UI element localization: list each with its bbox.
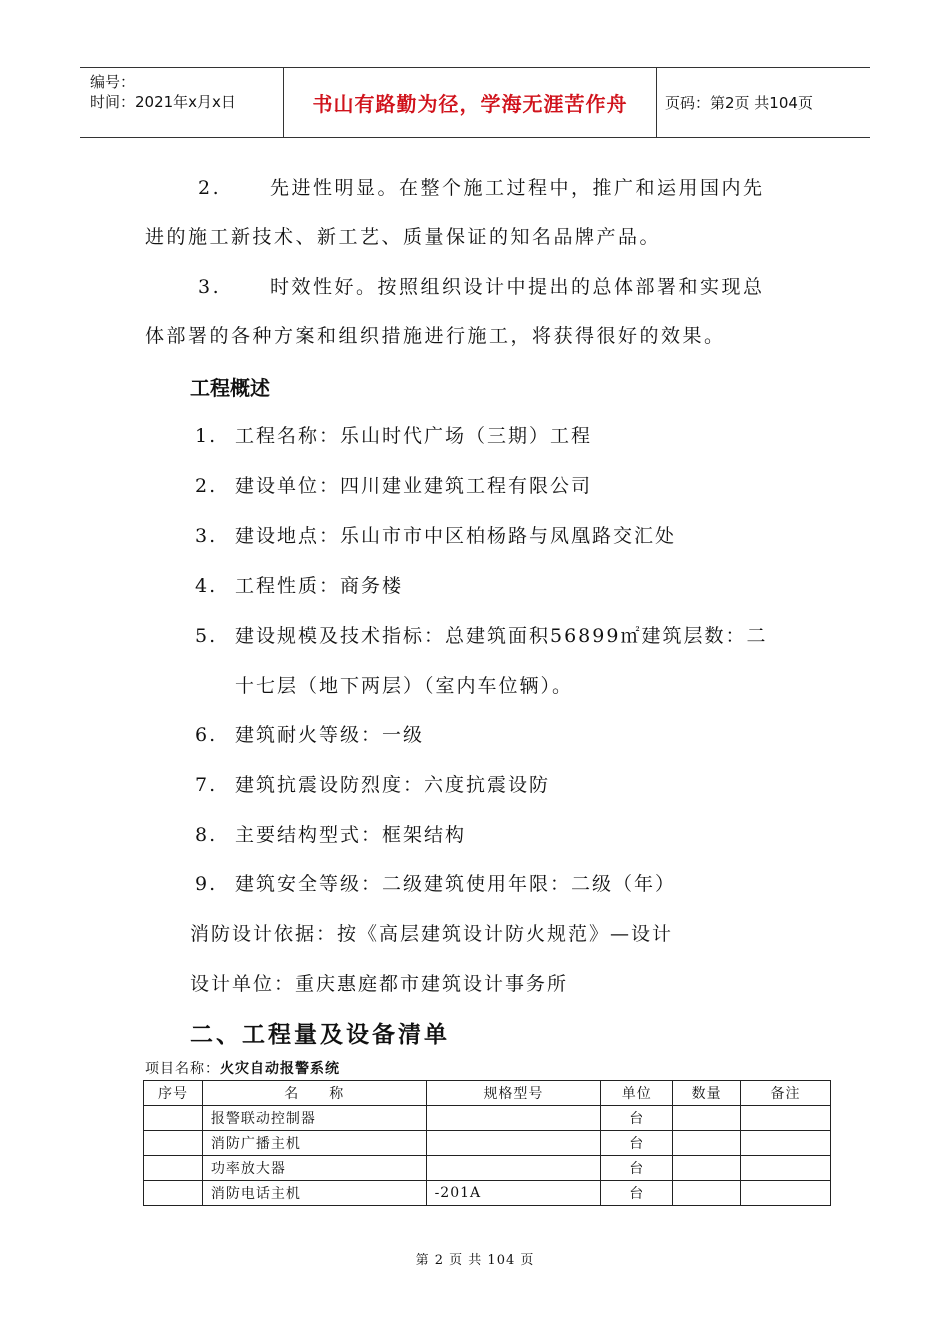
list-item: 7. 建筑抗震设防烈度：六度抗震设防 <box>195 774 551 796</box>
paragraph-2-line2: 进的施工新技术、新工艺、质量保证的知名品牌产品。 <box>145 226 662 248</box>
list-item: 4. 工程性质：商务楼 <box>195 575 404 597</box>
column-header: 单位 <box>601 1081 673 1106</box>
project-name-line <box>145 1058 340 1078</box>
column-header: 备注 <box>741 1081 831 1106</box>
column-header: 数量 <box>673 1081 741 1106</box>
table-row: 消防广播主机 台 <box>144 1131 831 1156</box>
project-label: 项目名称： <box>145 1061 220 1077</box>
list-item: 2. 建设单位：四川建业建筑工程有限公司 <box>195 475 593 497</box>
table-row: 功率放大器 台 <box>144 1156 831 1181</box>
page-footer: 第 2 页 共 104 页 <box>415 1253 535 1268</box>
table-header-row <box>144 1081 831 1106</box>
column-header: 规格型号 <box>426 1081 601 1106</box>
overview-heading: 工程概述 <box>190 376 270 400</box>
list-item: 1. 工程名称：乐山时代广场（三期）工程 <box>195 425 593 447</box>
paragraph-3-line2: 体部署的各种方案和组织措施进行施工，将获得很好的效果。 <box>145 325 726 347</box>
fire-design-basis: 消防设计依据：按《高层建筑设计防火规范》—设计 <box>190 923 674 945</box>
list-item: 3. 建设地点：乐山市市中区柏杨路与凤凰路交汇处 <box>195 525 677 547</box>
list-item: 十七层（地下两层）（室内车位辆）。 <box>235 675 574 697</box>
header-meta <box>90 72 280 112</box>
page-header <box>80 67 870 138</box>
paragraph-number: 3. <box>198 276 222 298</box>
number-label: 编号： <box>90 73 136 91</box>
section-title: 二、工程量及设备清单 <box>190 1022 450 1048</box>
design-unit: 设计单位：重庆惠庭都市建筑设计事务所 <box>190 973 569 995</box>
project-name: 火灾自动报警系统 <box>220 1061 340 1077</box>
list-item: 5. 建设规模及技术指标：总建筑面积56899㎡建筑层数：二 <box>195 625 768 647</box>
header-motto: 书山有路勤为径，学海无涯苦作舟 <box>283 68 657 137</box>
column-header: 序号 <box>144 1081 203 1106</box>
list-item: 8. 主要结构型式：框架结构 <box>195 824 467 846</box>
column-header: 名 称 <box>202 1081 426 1106</box>
list-item: 6. 建筑耐火等级：一级 <box>195 724 425 746</box>
paragraph-3-line1 <box>145 272 765 299</box>
paragraph-number: 2. <box>198 177 222 199</box>
paragraph-text: 先进性明显。在整个施工过程中，推广和运用国内先 <box>270 177 765 199</box>
equipment-table <box>143 1080 831 1206</box>
paragraph-2-line1 <box>145 173 765 200</box>
table-row: 报警联动控制器 台 <box>144 1106 831 1131</box>
list-item: 9. 建筑安全等级：二级建筑使用年限：二级（年） <box>195 873 677 895</box>
table-row: 消防电话主机 -201A 台 <box>144 1181 831 1206</box>
time-label: 时间：2021年x月x日 <box>90 93 236 111</box>
header-page-info: 页码：第2页 共104页 <box>665 94 813 112</box>
paragraph-text: 时效性好。按照组织设计中提出的总体部署和实现总 <box>270 276 765 298</box>
